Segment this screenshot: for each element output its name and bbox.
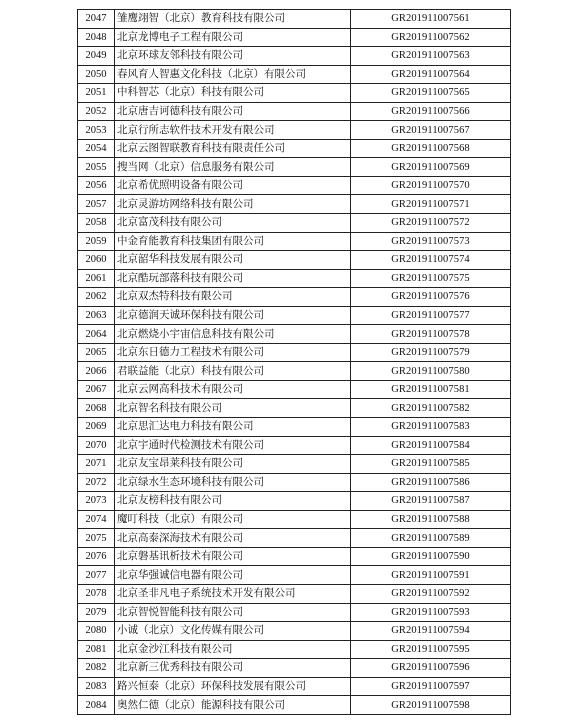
company-name: 北京东日德力工程技术有限公司 (115, 343, 351, 362)
company-name: 北京唐吉诃德科技有限公司 (115, 102, 351, 121)
row-number: 2071 (78, 455, 115, 474)
certificate-code: GR201911007562 (351, 28, 511, 47)
certificate-code: GR201911007594 (351, 622, 511, 641)
company-registry-table (77, 9, 511, 715)
table-row (78, 529, 511, 548)
table-row (78, 288, 511, 307)
certificate-code: GR201911007569 (351, 158, 511, 177)
table-row (78, 102, 511, 121)
row-number: 2073 (78, 492, 115, 511)
certificate-code: GR201911007571 (351, 195, 511, 214)
table-row (78, 121, 511, 140)
row-number: 2084 (78, 696, 115, 715)
row-number: 2050 (78, 65, 115, 84)
row-number: 2082 (78, 659, 115, 678)
table-row (78, 343, 511, 362)
row-number: 2058 (78, 214, 115, 233)
table-row (78, 195, 511, 214)
row-number: 2060 (78, 251, 115, 270)
row-number: 2077 (78, 566, 115, 585)
row-number: 2054 (78, 139, 115, 158)
table-row (78, 455, 511, 474)
table-row (78, 418, 511, 437)
row-number: 2061 (78, 269, 115, 288)
row-number: 2056 (78, 176, 115, 195)
table-row (78, 84, 511, 103)
company-name: 魔叮科技（北京）有限公司 (115, 510, 351, 529)
row-number: 2075 (78, 529, 115, 548)
company-name: 北京思汇达电力科技有限公司 (115, 418, 351, 437)
company-name: 君联益能（北京）科技有限公司 (115, 362, 351, 381)
company-name: 北京磐基讯析技术有限公司 (115, 547, 351, 566)
company-name: 雏鹰翊智（北京）教育科技有限公司 (115, 10, 351, 29)
row-number: 2062 (78, 288, 115, 307)
table-row (78, 176, 511, 195)
table-row (78, 640, 511, 659)
certificate-code: GR201911007596 (351, 659, 511, 678)
company-name: 北京燃烧小宇宙信息科技有限公司 (115, 325, 351, 344)
certificate-code: GR201911007573 (351, 232, 511, 251)
certificate-code: GR201911007581 (351, 380, 511, 399)
company-name: 北京金沙江科技有限公司 (115, 640, 351, 659)
certificate-code: GR201911007584 (351, 436, 511, 455)
table-row (78, 306, 511, 325)
certificate-code: GR201911007590 (351, 547, 511, 566)
company-name: 北京酷玩部落科技有限公司 (115, 269, 351, 288)
certificate-code: GR201911007592 (351, 584, 511, 603)
row-number: 2076 (78, 547, 115, 566)
certificate-code: GR201911007585 (351, 455, 511, 474)
certificate-code: GR201911007597 (351, 677, 511, 696)
table-row (78, 269, 511, 288)
company-name: 北京德润天诚环保科技有限公司 (115, 306, 351, 325)
company-name: 北京圣非凡电子系统技术开发有限公司 (115, 584, 351, 603)
table-row (78, 399, 511, 418)
table-row (78, 603, 511, 622)
table-row (78, 547, 511, 566)
certificate-code: GR201911007576 (351, 288, 511, 307)
row-number: 2069 (78, 418, 115, 437)
certificate-code: GR201911007588 (351, 510, 511, 529)
row-number: 2081 (78, 640, 115, 659)
table-row (78, 65, 511, 84)
certificate-code: GR201911007595 (351, 640, 511, 659)
certificate-code: GR201911007578 (351, 325, 511, 344)
table-row (78, 622, 511, 641)
table-row (78, 158, 511, 177)
row-number: 2051 (78, 84, 115, 103)
table-row (78, 214, 511, 233)
certificate-code: GR201911007586 (351, 473, 511, 492)
company-name: 北京高泰深海技术有限公司 (115, 529, 351, 548)
row-number: 2068 (78, 399, 115, 418)
table-row (78, 10, 511, 29)
row-number: 2047 (78, 10, 115, 29)
company-name: 搜当网（北京）信息服务有限公司 (115, 158, 351, 177)
company-name: 北京友宝昂莱科技有限公司 (115, 455, 351, 474)
certificate-code: GR201911007579 (351, 343, 511, 362)
table-row (78, 436, 511, 455)
certificate-code: GR201911007583 (351, 418, 511, 437)
row-number: 2072 (78, 473, 115, 492)
company-name: 北京灵游坊网络科技有限公司 (115, 195, 351, 214)
row-number: 2074 (78, 510, 115, 529)
certificate-code: GR201911007563 (351, 47, 511, 66)
table-row (78, 492, 511, 511)
company-name: 北京宇通时代检测技术有限公司 (115, 436, 351, 455)
company-name: 北京智名科技有限公司 (115, 399, 351, 418)
company-name: 中金育能教育科技集团有限公司 (115, 232, 351, 251)
certificate-code: GR201911007582 (351, 399, 511, 418)
table-row (78, 696, 511, 715)
certificate-code: GR201911007568 (351, 139, 511, 158)
table-row (78, 677, 511, 696)
table-row (78, 566, 511, 585)
certificate-code: GR201911007577 (351, 306, 511, 325)
table-row (78, 232, 511, 251)
certificate-code: GR201911007572 (351, 214, 511, 233)
certificate-code: GR201911007566 (351, 102, 511, 121)
company-name: 北京环球友邻科技有限公司 (115, 47, 351, 66)
company-name: 北京云图智联教育科技有限责任公司 (115, 139, 351, 158)
certificate-code: GR201911007587 (351, 492, 511, 511)
table-row (78, 139, 511, 158)
certificate-code: GR201911007574 (351, 251, 511, 270)
row-number: 2064 (78, 325, 115, 344)
certificate-code: GR201911007580 (351, 362, 511, 381)
certificate-code: GR201911007567 (351, 121, 511, 140)
certificate-code: GR201911007561 (351, 10, 511, 29)
table-row (78, 659, 511, 678)
company-name: 北京智悦智能科技有限公司 (115, 603, 351, 622)
row-number: 2067 (78, 380, 115, 399)
row-number: 2066 (78, 362, 115, 381)
row-number: 2078 (78, 584, 115, 603)
company-name: 北京龙博电子工程有限公司 (115, 28, 351, 47)
certificate-code: GR201911007591 (351, 566, 511, 585)
company-name: 北京富茂科技有限公司 (115, 214, 351, 233)
row-number: 2063 (78, 306, 115, 325)
company-name: 奥然仁德（北京）能源科技有限公司 (115, 696, 351, 715)
company-name: 北京云网高科技术有限公司 (115, 380, 351, 399)
row-number: 2065 (78, 343, 115, 362)
row-number: 2079 (78, 603, 115, 622)
table-row (78, 251, 511, 270)
certificate-code: GR201911007589 (351, 529, 511, 548)
certificate-code: GR201911007575 (351, 269, 511, 288)
company-name: 北京绿水生态环境科技有限公司 (115, 473, 351, 492)
certificate-code: GR201911007593 (351, 603, 511, 622)
company-name: 春风育人智惠文化科技（北京）有限公司 (115, 65, 351, 84)
certificate-code: GR201911007565 (351, 84, 511, 103)
row-number: 2052 (78, 102, 115, 121)
company-name: 北京双杰特科技有限公司 (115, 288, 351, 307)
company-name: 北京友榜科技有限公司 (115, 492, 351, 511)
company-name: 北京行所志软件技术开发有限公司 (115, 121, 351, 140)
certificate-code: GR201911007598 (351, 696, 511, 715)
row-number: 2070 (78, 436, 115, 455)
row-number: 2083 (78, 677, 115, 696)
row-number: 2080 (78, 622, 115, 641)
table-row (78, 584, 511, 603)
certificate-code: GR201911007564 (351, 65, 511, 84)
company-name: 小诚（北京）文化传媒有限公司 (115, 622, 351, 641)
company-name: 北京希优照明设备有限公司 (115, 176, 351, 195)
company-name: 北京新三优秀科技有限公司 (115, 659, 351, 678)
table-row (78, 473, 511, 492)
row-number: 2053 (78, 121, 115, 140)
company-name: 中科智芯（北京）科技有限公司 (115, 84, 351, 103)
certificate-code: GR201911007570 (351, 176, 511, 195)
registry-table-body (78, 10, 511, 715)
row-number: 2049 (78, 47, 115, 66)
table-row (78, 362, 511, 381)
table-row (78, 510, 511, 529)
table-row (78, 325, 511, 344)
company-name: 北京韶华科技发展有限公司 (115, 251, 351, 270)
table-row (78, 47, 511, 66)
table-row (78, 28, 511, 47)
row-number: 2048 (78, 28, 115, 47)
company-name: 路兴恒泰（北京）环保科技发展有限公司 (115, 677, 351, 696)
row-number: 2059 (78, 232, 115, 251)
row-number: 2055 (78, 158, 115, 177)
company-name: 北京华强诚信电器有限公司 (115, 566, 351, 585)
row-number: 2057 (78, 195, 115, 214)
table-row (78, 380, 511, 399)
